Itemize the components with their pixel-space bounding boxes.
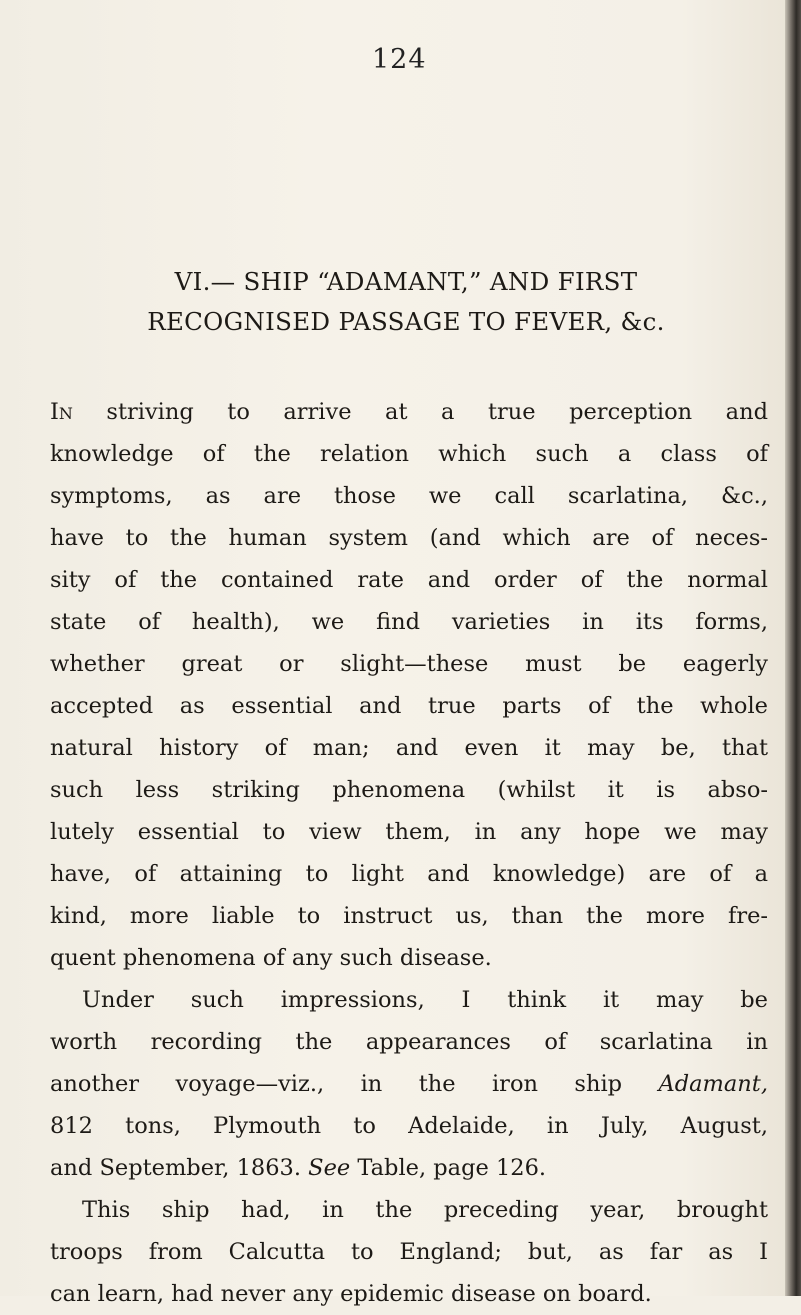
text-line: 812 tons, Plymouth to Adelaide, in July, August, [50,1113,768,1139]
text-line-with-reference [50,1147,768,1189]
text-line: accepted as essential and true parts of the whole [50,693,768,719]
heading-line-2: RECOGNISED PASSAGE TO FEVER, &c. [147,307,665,336]
text-line: sity of the contained rate and order of the normal [50,567,768,593]
text-line: symptoms, as are those we call scarlatina, &c., [50,483,768,509]
opening-word: In [50,399,73,425]
text-line: such less striking phenomena (whilst it is abso- [50,777,768,803]
text-line: have to the human system (and which are of neces- [50,525,768,551]
see-reference: See [308,1155,351,1181]
page-edge-shadow [785,0,801,1296]
text-fragment: another voyage—viz., in the iron ship [50,1071,659,1097]
page-number: 124 [372,44,427,75]
text-line: This ship had, in the preceding year, brought [82,1197,768,1223]
text-fragment: Table, page 126. [350,1155,547,1181]
text-line: lutely essential to view them, in any hope we may [50,819,768,845]
heading-line-1: VI.— SHIP “ADAMANT,” AND FIRST [174,267,638,296]
text-line: troops from Calcutta to England; but, as far as I [50,1239,768,1265]
text-line-with-ship-name [50,1063,768,1105]
text-line: knowledge of the relation which such a class of [50,441,768,467]
body-text [50,391,768,1315]
paragraph-1-line-1 [50,391,768,433]
text-line: worth recording the appearances of scarlatina in [50,1029,768,1055]
text-line: whether great or slight—these must be eagerly [50,651,768,677]
ship-name: Adamant, [658,1071,768,1097]
text-line: natural history of man; and even it may be, that [50,735,768,761]
text-line: quent phenomena of any such disease. [50,945,492,971]
text-line: have, of attaining to light and knowledge) are of a [50,861,768,887]
text-line: state of health), we find varieties in its forms, [50,609,768,635]
text-line: kind, more liable to instruct us, than the more fre- [50,903,768,929]
section-heading [50,262,762,342]
text-line: striving to arrive at a true perception and [72,399,768,425]
text-line: Under such impressions, I think it may be [82,987,768,1013]
text-fragment: and September, 1863. [50,1155,309,1181]
text-line: can learn, had never any epidemic disease on board. [50,1281,652,1307]
